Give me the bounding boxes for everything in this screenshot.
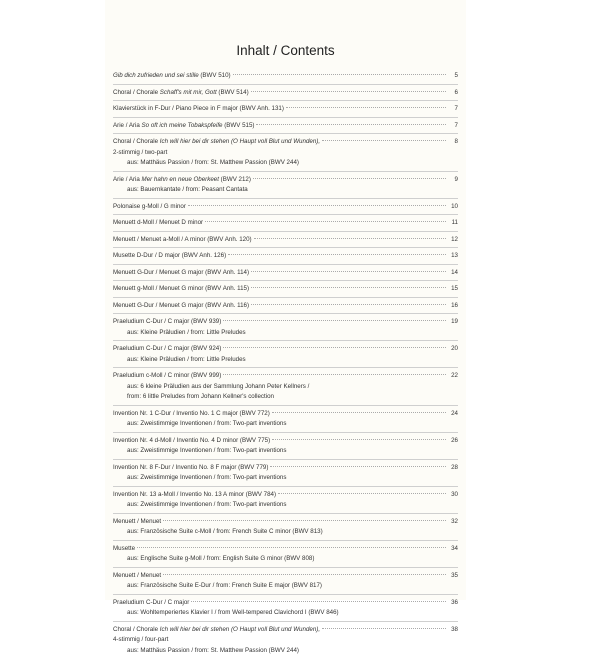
toc-title-text: Choral / Chorale: [113, 138, 160, 145]
toc-entry-row: [113, 571, 458, 582]
toc-entry-title: [113, 202, 186, 213]
toc-entry-row: [113, 284, 458, 295]
toc-title-text: Invention Nr. 13 a-Moll / Inventio No. 13 A minor (BWV 784): [113, 491, 276, 498]
toc-title-text: Praeludium C-Dur / C major (BWV 924): [113, 345, 221, 352]
toc-divider: [113, 621, 458, 622]
toc-entry-title: [113, 571, 161, 582]
toc-page-number: 9: [448, 175, 458, 186]
toc-entry-title: [113, 121, 254, 132]
toc-entry: [113, 175, 458, 196]
toc-entry-row: [113, 317, 458, 328]
toc-divider: [113, 297, 458, 298]
toc-page-number: 15: [448, 284, 458, 295]
toc-entry-source: aus: Kleine Präludien / from: Little Preludes: [113, 355, 458, 366]
toc-divider: [113, 214, 458, 215]
toc-entry-source: aus: Wohltemperiertes Klavier I / from Well-tempered Clavichord I (BWV 846): [113, 608, 458, 619]
toc-entry-row: [113, 175, 458, 186]
toc-entry-source: aus: Französische Suite c-Moll / from: French Suite C minor (BWV 813): [113, 527, 458, 538]
toc-page-number: 30: [448, 490, 458, 501]
toc-entry-row: [113, 463, 458, 474]
toc-dot-leader: [322, 140, 446, 141]
toc-entry: [113, 517, 458, 538]
toc-dot-leader: [272, 412, 446, 413]
page-title: Inhalt / Contents: [105, 43, 466, 58]
toc-entry-row: [113, 268, 458, 279]
toc-dot-leader: [191, 601, 446, 602]
book-page: [105, 0, 466, 600]
toc-divider: [113, 133, 458, 134]
toc-title-text: Invention Nr. 8 F-Dur / Inventio No. 8 F major (BWV 779): [113, 464, 268, 471]
toc-entry-title: [113, 251, 226, 262]
toc-title-text: Menuett G-Dur / Menuet G major (BWV Anh. 114): [113, 269, 249, 276]
toc-entry-source: aus: Zweistimmige Inventionen / from: Two-part inventions: [113, 419, 458, 430]
toc-title-text: Menuett / Menuet a-Moll / A minor (BWV Anh. 120): [113, 236, 252, 243]
toc-page-number: 36: [448, 598, 458, 609]
toc-dot-leader: [223, 347, 446, 348]
toc-page-number: 5: [448, 71, 458, 82]
toc-dot-leader: [251, 304, 446, 305]
toc-entry: [113, 268, 458, 279]
toc-entry-row: [113, 344, 458, 355]
toc-divider: [113, 198, 458, 199]
toc-dot-leader: [253, 178, 446, 179]
toc-entry-row: [113, 104, 458, 115]
toc-page-number: 7: [448, 121, 458, 132]
toc-dot-leader: [163, 574, 446, 575]
toc-divider: [113, 540, 458, 541]
toc-entry: [113, 344, 458, 365]
toc-entry-title: [113, 490, 276, 501]
toc-dot-leader: [188, 205, 446, 206]
toc-page-number: 34: [448, 544, 458, 555]
toc-entry-row: [113, 625, 458, 636]
toc-divider: [113, 567, 458, 568]
toc-title-text: Polonaise g-Moll / G minor: [113, 203, 186, 210]
toc-page-number: 19: [448, 317, 458, 328]
toc-entry-title: [113, 371, 221, 382]
toc-entry-continuation: 4-stimmig / four-part: [113, 635, 458, 646]
toc-entry: [113, 490, 458, 511]
toc-title-italic: Ich will hier bei dir stehen (O Haupt voll Blut und Wunden),: [160, 138, 320, 145]
toc-entry-title: [113, 104, 284, 115]
toc-entry-title: [113, 235, 252, 246]
toc-entry: [113, 235, 458, 246]
toc-entry-title: [113, 517, 161, 528]
toc-divider: [113, 313, 458, 314]
toc-entry-row: [113, 121, 458, 132]
toc-entry: [113, 104, 458, 115]
toc-page-number: 26: [448, 436, 458, 447]
toc-dot-leader: [223, 320, 446, 321]
toc-page-number: 8: [448, 137, 458, 148]
toc-divider: [113, 84, 458, 85]
toc-divider: [113, 171, 458, 172]
toc-entry-title: [113, 544, 135, 555]
toc-dot-leader: [254, 238, 446, 239]
toc-entry: [113, 121, 458, 132]
toc-dot-leader: [137, 547, 446, 548]
toc-title-text: Praeludium C-Dur / C major: [113, 599, 189, 606]
toc-title-text: Praeludium c-Moll / C minor (BWV 999): [113, 372, 221, 379]
toc-entry-title: [113, 625, 320, 636]
toc-entry-title: [113, 137, 320, 148]
toc-entry-source: aus: Zweistimmige Inventionen / from: Two-part inventions: [113, 446, 458, 457]
toc-entry: [113, 218, 458, 229]
toc-page-number: 7: [448, 104, 458, 115]
toc-page-number: 12: [448, 235, 458, 246]
toc-title-text: Menuett / Menuet: [113, 572, 161, 579]
toc-dot-leader: [205, 221, 446, 222]
toc-dot-leader: [256, 124, 446, 125]
toc-page-number: 6: [448, 88, 458, 99]
toc-title-text: Choral / Chorale: [113, 89, 160, 96]
toc-entry-title: [113, 598, 189, 609]
toc-dot-leader: [270, 466, 446, 467]
toc-title-catalog: (BWV 515): [223, 122, 255, 129]
toc-entry-title: [113, 463, 268, 474]
toc-entry-title: [113, 71, 231, 82]
toc-title-text: Menuett g-Moll / Menuet G minor (BWV Anh. 115): [113, 285, 249, 292]
toc-entry-source: aus: Matthäus Passion / from: St. Matthew Passion (BWV 244): [113, 158, 458, 169]
toc-entry-title: [113, 301, 249, 312]
toc-title-catalog: (BWV 510): [199, 72, 231, 79]
toc-entry: [113, 409, 458, 430]
toc-entry-row: [113, 202, 458, 213]
toc-entry-title: [113, 268, 249, 279]
toc-divider: [113, 513, 458, 514]
toc-entry-title: [113, 175, 251, 186]
toc-dot-leader: [286, 107, 446, 108]
toc-entry-source: from: 6 little Preludes from Johann Kellner's collection: [113, 392, 458, 403]
toc-title-text: Menuett / Menuet: [113, 518, 161, 525]
toc-title-italic: So oft ich meine Tobakspfeife: [142, 122, 223, 129]
toc-divider: [113, 231, 458, 232]
toc-page-number: 28: [448, 463, 458, 474]
toc-divider: [113, 405, 458, 406]
toc-entry: [113, 71, 458, 82]
toc-divider: [113, 117, 458, 118]
table-of-contents: [113, 71, 458, 656]
toc-dot-leader: [233, 74, 446, 75]
toc-entry: [113, 463, 458, 484]
toc-entry: [113, 251, 458, 262]
toc-entry-row: [113, 436, 458, 447]
toc-entry: [113, 317, 458, 338]
toc-entry: [113, 571, 458, 592]
toc-page-number: 16: [448, 301, 458, 312]
toc-title-text: Praeludium C-Dur / C major (BWV 939): [113, 318, 221, 325]
toc-divider: [113, 486, 458, 487]
toc-entry-row: [113, 137, 458, 148]
toc-page-number: 32: [448, 517, 458, 528]
toc-title-text: Menuett d-Moll / Menuet D minor: [113, 219, 203, 226]
toc-entry-continuation: 2-stimmig / two-part: [113, 148, 458, 159]
toc-title-text: Invention Nr. 1 C-Dur / Inventio No. 1 C major (BWV 772): [113, 410, 270, 417]
toc-entry: [113, 598, 458, 619]
toc-entry-source: aus: Zweistimmige Inventionen / from: Two-part inventions: [113, 473, 458, 484]
toc-entry-title: [113, 317, 221, 328]
toc-divider: [113, 100, 458, 101]
toc-entry-row: [113, 88, 458, 99]
toc-dot-leader: [251, 91, 446, 92]
toc-entry-row: [113, 235, 458, 246]
toc-title-catalog: (BWV 212): [219, 176, 251, 183]
toc-title-text: Choral / Chorale: [113, 626, 160, 633]
toc-dot-leader: [272, 439, 446, 440]
toc-page-number: 14: [448, 268, 458, 279]
toc-entry-source: aus: Französische Suite E-Dur / from: French Suite E major (BWV 817): [113, 581, 458, 592]
toc-entry: [113, 625, 458, 656]
toc-entry-row: [113, 490, 458, 501]
toc-title-text: Arie / Aria: [113, 176, 142, 183]
toc-title-text: Musette D-Dur / D major (BWV Anh. 126): [113, 252, 226, 259]
toc-page-number: 24: [448, 409, 458, 420]
toc-divider: [113, 432, 458, 433]
toc-entry-row: [113, 301, 458, 312]
toc-title-italic: Schaff's mit mir, Gott: [160, 89, 217, 96]
toc-entry-row: [113, 218, 458, 229]
toc-entry-row: [113, 251, 458, 262]
toc-page-number: 20: [448, 344, 458, 355]
toc-page-number: 13: [448, 251, 458, 262]
toc-entry-source: aus: Bauernkantate / from: Peasant Cantata: [113, 185, 458, 196]
toc-entry-row: [113, 409, 458, 420]
toc-entry-title: [113, 284, 249, 295]
toc-entry-row: [113, 544, 458, 555]
toc-dot-leader: [322, 628, 446, 629]
toc-entry-row: [113, 517, 458, 528]
toc-divider: [113, 264, 458, 265]
toc-page-number: 10: [448, 202, 458, 213]
toc-entry-row: [113, 598, 458, 609]
toc-divider: [113, 459, 458, 460]
toc-entry-title: [113, 88, 249, 99]
toc-divider: [113, 247, 458, 248]
toc-dot-leader: [228, 254, 446, 255]
toc-title-italic: Ich will hier bei dir stehen (O Haupt voll Blut und Wunden),: [160, 626, 320, 633]
toc-entry-title: [113, 409, 270, 420]
toc-entry-title: [113, 218, 203, 229]
toc-entry: [113, 284, 458, 295]
toc-title-catalog: (BWV 514): [217, 89, 249, 96]
toc-dot-leader: [223, 374, 446, 375]
toc-entry: [113, 202, 458, 213]
toc-divider: [113, 280, 458, 281]
toc-entry-source: aus: 6 kleine Präludien aus der Sammlung Johann Peter Kellners /: [113, 382, 458, 393]
toc-entry: [113, 88, 458, 99]
toc-entry-title: [113, 344, 221, 355]
toc-divider: [113, 367, 458, 368]
toc-title-text: Klavierstück in F-Dur / Piano Piece in F major (BWV Anh. 131): [113, 105, 284, 112]
toc-page-number: 38: [448, 625, 458, 636]
toc-entry-source: aus: Englische Suite g-Moll / from: English Suite G minor (BWV 808): [113, 554, 458, 565]
toc-page-number: 35: [448, 571, 458, 582]
toc-divider: [113, 340, 458, 341]
toc-entry: [113, 301, 458, 312]
toc-title-text: Musette: [113, 545, 135, 552]
toc-entry: [113, 137, 458, 169]
toc-dot-leader: [278, 493, 446, 494]
toc-dot-leader: [251, 271, 446, 272]
toc-title-text: Invention Nr. 4 d-Moll / Inventio No. 4 D minor (BWV 775): [113, 437, 270, 444]
toc-page-number: 11: [448, 218, 458, 229]
toc-page-number: 22: [448, 371, 458, 382]
toc-dot-leader: [163, 520, 446, 521]
toc-entry: [113, 371, 458, 403]
toc-entry-row: [113, 71, 458, 82]
toc-title-text: Menuett G-Dur / Menuet G major (BWV Anh. 116): [113, 302, 249, 309]
toc-divider: [113, 594, 458, 595]
toc-entry-title: [113, 436, 270, 447]
toc-entry-source: aus: Zweistimmige Inventionen / from: Two-part inventions: [113, 500, 458, 511]
toc-dot-leader: [251, 287, 446, 288]
toc-title-text: Arie / Aria: [113, 122, 142, 129]
toc-entry: [113, 436, 458, 457]
toc-entry: [113, 544, 458, 565]
toc-entry-row: [113, 371, 458, 382]
toc-title-italic: Gib dich zufrieden und sei stille: [113, 72, 199, 79]
toc-entry-source: aus: Kleine Präludien / from: Little Preludes: [113, 328, 458, 339]
toc-title-italic: Mer hahn en neue Oberkeet: [142, 176, 219, 183]
toc-entry-source: aus: Matthäus Passion / from: St. Matthew Passion (BWV 244): [113, 646, 458, 656]
